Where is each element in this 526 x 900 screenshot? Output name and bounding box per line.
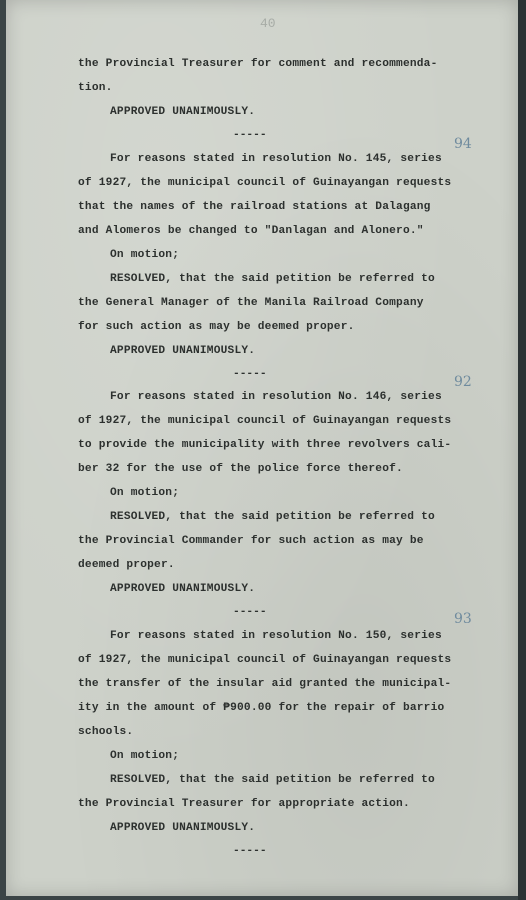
margin-number: 92 [454, 374, 472, 390]
separator: ----- [233, 368, 267, 380]
text-line: the transfer of the insular aid granted the municipal- [78, 678, 452, 690]
text-line: and Alomeros be changed to "Danlagan and Alonero." [78, 225, 424, 237]
text-line: RESOLVED, that the said petition be referred to [110, 774, 435, 786]
text-line: to provide the municipality with three revolvers cali- [78, 439, 452, 451]
text-line: that the names of the railroad stations at Dalagang [78, 201, 431, 213]
text-line: For reasons stated in resolution No. 150, series [110, 630, 442, 642]
text-line: On motion; [110, 750, 180, 762]
text-line: For reasons stated in resolution No. 145, series [110, 153, 442, 165]
text-line: For reasons stated in resolution No. 146, series [110, 391, 442, 403]
approval-line: APPROVED UNANIMOUSLY. [110, 822, 256, 834]
text-line: of 1927, the municipal council of Guinayangan requests [78, 654, 452, 666]
text-line: of 1927, the municipal council of Guinayangan requests [78, 415, 452, 427]
text-line: the Provincial Treasurer for appropriate action. [78, 798, 410, 810]
page-edge [518, 0, 526, 900]
text-line: deemed proper. [78, 559, 175, 571]
text-line: RESOLVED, that the said petition be referred to [110, 273, 435, 285]
separator: ----- [233, 845, 267, 857]
text-line: tion. [78, 82, 113, 94]
text-line: the Provincial Treasurer for comment and recommenda- [78, 58, 438, 70]
text-line: ity in the amount of ₱900.00 for the repair of barrio [78, 702, 445, 714]
text-line: On motion; [110, 249, 180, 261]
text-line: the General Manager of the Manila Railroad Company [78, 297, 424, 309]
margin-number: 93 [454, 611, 472, 627]
separator: ----- [233, 606, 267, 618]
text-line: ber 32 for the use of the police force thereof. [78, 463, 403, 475]
text-line: for such action as may be deemed proper. [78, 321, 355, 333]
text-line: On motion; [110, 487, 180, 499]
separator: ----- [233, 129, 267, 141]
approval-line: APPROVED UNANIMOUSLY. [110, 106, 256, 118]
text-line: the Provincial Commander for such action as may be [78, 535, 424, 547]
text-line: schools. [78, 726, 134, 738]
text-line: RESOLVED, that the said petition be referred to [110, 511, 435, 523]
approval-line: APPROVED UNANIMOUSLY. [110, 345, 256, 357]
margin-number: 94 [454, 136, 472, 152]
approval-line: APPROVED UNANIMOUSLY. [110, 583, 256, 595]
page-number: 40 [260, 16, 276, 31]
document-page [6, 0, 518, 896]
text-line: of 1927, the municipal council of Guinayangan requests [78, 177, 452, 189]
